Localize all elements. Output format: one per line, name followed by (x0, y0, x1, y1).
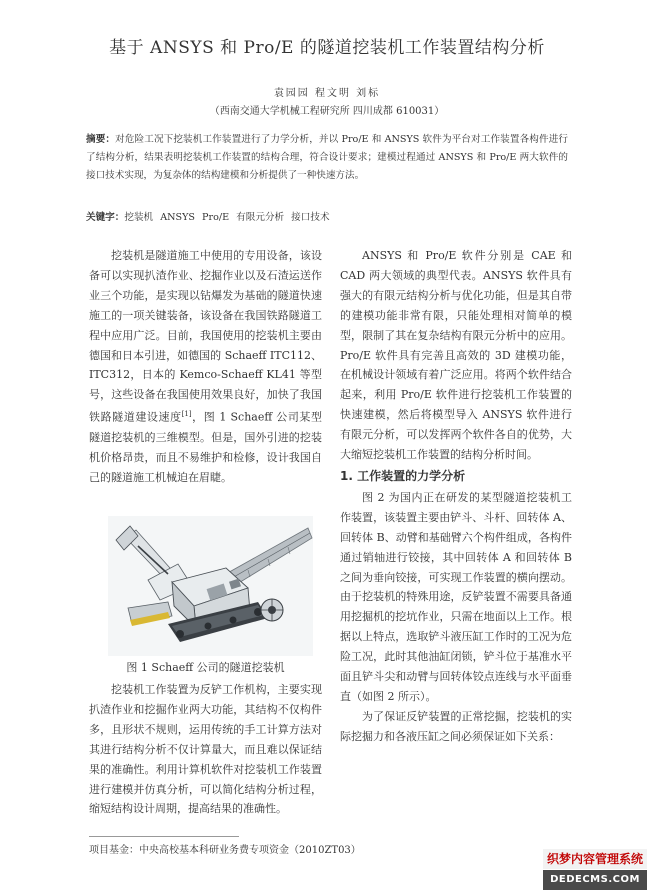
rear-drum (261, 599, 283, 621)
footnote-divider (89, 836, 239, 837)
watermark-line-2: DEDECMS.COM (543, 870, 647, 890)
figure-1-excavator-image (108, 516, 313, 656)
tunnel-excavator-illustration (108, 516, 313, 656)
paper-title: 基于 ANSYS 和 Pro/E 的隧道挖装机工作装置结构分析 (109, 38, 545, 58)
intro-paragraph (89, 246, 322, 488)
intro-paragraph-text: 挖装机是隧道施工中使用的专用设备，该设备可以实现扒渣作业、挖掘作业以及石渣运送作业三个功能，是实现以钻爆发为基础的隧道快速施工的一项关键装备，该设备在我国铁路隧道工程中应用广泛。目前，我国使用的挖装机主要由德国和日本引进，如德国的 Schaeff ITC112、ITC312，日本的 Kemco-Schaeff KL41 等型号，这些设备在我国使用效果良好，加快了我国铁路隧道建设速度 (89, 249, 322, 424)
left-column-top (89, 246, 322, 488)
working-device-paragraph: 挖装机工作装置为反铲工作机构，主要实现扒渣作业和挖掘作业两大功能，其结构不仅构件多，且形状不规则，运用传统的手工计算方法对其进行结构分析不仅计算量大，而且难以保证结果的准确性。利用计算机软件对挖装机工作装置进行建模并仿真分析，可以简化结构分析过程，缩短结构设计周期，提高结果的准确性。 (89, 683, 322, 816)
keywords-text: 挖装机 ANSYS Pro/E 有限元分析 接口技术 (124, 212, 330, 223)
abstract (86, 131, 568, 185)
abstract-label: 摘要： (86, 134, 116, 145)
keywords (86, 209, 568, 223)
right-column (340, 246, 572, 747)
funding-footnote: 项目基金：中央高校基本科研业务费专项资金（2010ZT03） (89, 845, 361, 856)
left-column-bottom (89, 680, 322, 819)
mechanics-paragraph: 图 2 为国内正在研发的某型隧道挖装机工作装置，该装置主要由铲斗、斗杆、回转体 A、回转体 B、动臂和基础臂六个构件组成，各构件通过销轴进行铰接，其中回转体 A 和回转体 B 之间为垂向铰接，可实现工作装置的横向摆动。由于挖装机的特殊用途，反铲装置不需要具备通用挖掘机的挖坑作业，只需在地面以上工作。根据以上特点，选取铲斗液压缸工作时的工况为危险工况，此时其他油缸闭锁，铲斗位于基准水平面且铲斗尖和动臂与回转体铰点连线与水平面垂直（如图 2 所示）。 (340, 490, 572, 703)
intro-paragraph-tail: ，图 1 Schaeff 公司某型隧道挖装机的三维模型。但是，国外引进的挖装机价格昂贵，而且不易维护和检修，设计我国自己的隧道施工机械迫在眉睫。 (89, 410, 322, 484)
section-1-heading: 1. 工作装置的力学分析 (340, 468, 466, 483)
site-watermark (543, 848, 647, 890)
watermark-line-1: 织梦内容管理系统 (543, 849, 647, 869)
author-list: 袁园园 程文明 刘标 (273, 88, 381, 99)
citation-ref[interactable]: [1] (181, 410, 192, 419)
author-affiliation: （西南交通大学机械工程研究所 四川成都 610031） (209, 106, 445, 117)
software-paragraph: ANSYS 和 Pro/E 软件分别是 CAE 和 CAD 两大领域的典型代表。ANSYS 软件具有强大的有限元结构分析与优化功能，但是其自带的建模功能非常有限，只能处理相对简单的模型，限制了其在复杂结构有限元分析中的应用。Pro/E 软件具有完善且高效的 3D 建模功能，在机械设计领域有着广泛应用。将两个软件结合起来，利用 Pro/E 软件进行挖装机工作装置的快速建模，然后将模型导入 ANSYS 软件进行有限元分析，可以发挥两个软件各自的优势，大大缩短挖装机工作装置的结构分析时间。 (340, 249, 572, 462)
figure-1-caption: 图 1 Schaeff 公司的隧道挖装机 (126, 661, 285, 674)
abstract-text: 对危险工况下挖装机工作装置进行了力学分析，并以 Pro/E 和 ANSYS 软件为平台对工作装置各构件进行了结构分析，结果表明挖装机工作装置的结构合理，符合设计要求；建模过程通过 ANSYS 和 Pro/E 两大软件的接口技术实现，为复杂体的结构建模和分析提供了一种快速方法。 (86, 134, 568, 181)
keywords-label: 关键字： (86, 212, 125, 223)
digging-force-paragraph: 为了保证反铲装置的正常挖掘，挖装机的实际挖掘力和各液压缸之间必须保证如下关系： (340, 709, 572, 743)
